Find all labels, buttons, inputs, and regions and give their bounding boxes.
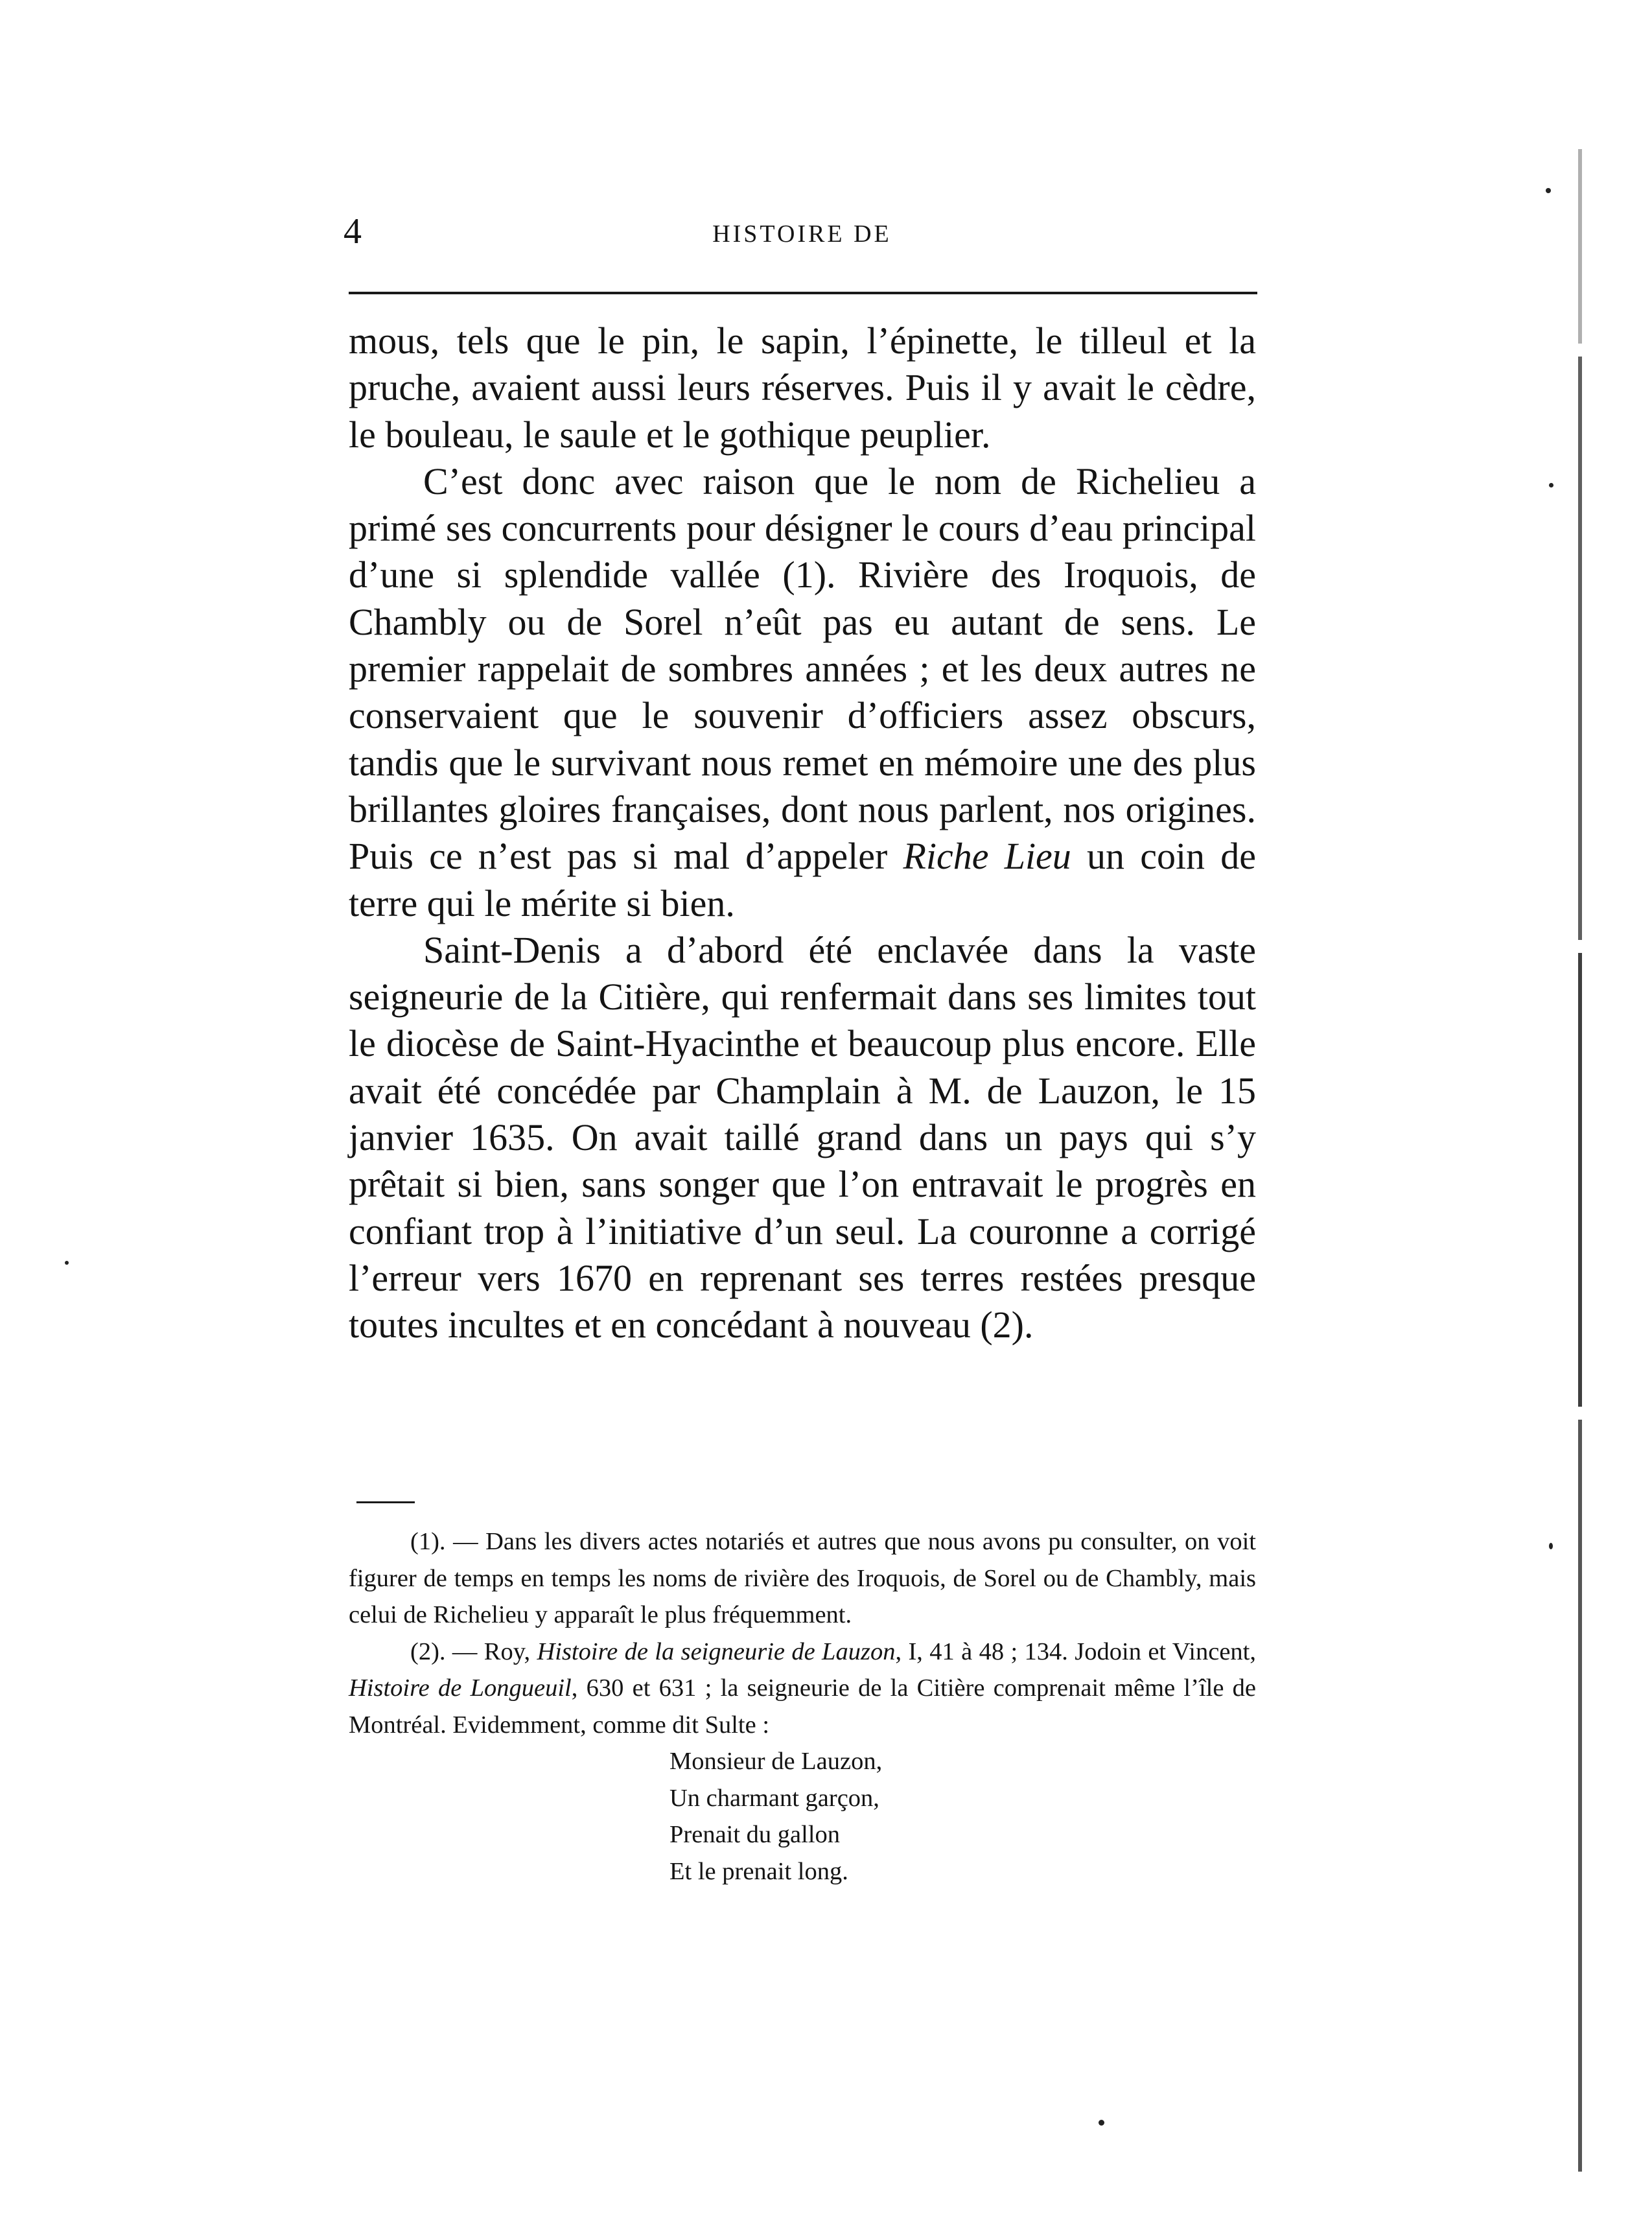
paragraph-2-text-b: un coin de terre qui le mérite si bien. [349, 835, 1256, 924]
body-text [349, 318, 1256, 1349]
paragraph-1: mous, tels que le pin, le sapin, l’épinette, le tilleul et la pruche, avaient aussi leurs réserves. Puis il y avait le cèdre, le bouleau, le saule et le gothique peuplier. [349, 320, 1256, 456]
paragraph-3: Saint-Denis a d’abord été enclavée dans la vaste seigneurie de la Citière, qui renfermait dans ses limites tout le diocèse de Saint-Hyacinthe et beaucoup plus encore. Elle avait été concédée par Champlain à M. de Lauzon, le 15 janvier 1635. On avait taillé grand dans un pays qui s’y prêtait si bien, sans songer que l’on entravait le progrès en confiant trop à l’initiative d’un seul. La couronne a corrigé l’erreur vers 1670 en reprenant ses terres restées presque toutes incultes et en concédant à nouveau (2). [349, 928, 1256, 1346]
scan-speck [1099, 2120, 1104, 2126]
footnote-2-italic-b: Histoire de Longueuil [349, 1674, 572, 1702]
paragraph-2-italic: Riche Lieu [903, 835, 1071, 878]
verse-quote [669, 1743, 1256, 1890]
footnote-2-text-b: , I, 41 à 48 ; 134. Jodoin et Vincent, [895, 1637, 1256, 1665]
footnote-1: (1). — Dans les divers actes notariés et autres que nous avons pu consulter, on voit figurer de temps en temps les noms de rivière des Iroquois, de Sorel ou de Chambly, mais celui de Richelieu y apparaît le plus fréquemment. [349, 1528, 1256, 1628]
page-header [343, 211, 1261, 256]
footnote-rule [356, 1501, 415, 1503]
scan-speck [1549, 483, 1553, 487]
footnote-2-italic-a: Histoire de la seigneurie de Lauzon [537, 1637, 896, 1665]
footnote-2 [349, 1634, 1256, 1744]
header-rule [349, 292, 1257, 294]
footnotes [349, 1523, 1256, 1890]
footnote-2-text-a: (2). — Roy, [410, 1637, 537, 1665]
scan-edge-shadow [1578, 149, 1585, 2172]
verse-line: Prenait du gallon [669, 1821, 841, 1848]
verse-line: Un charmant garçon, [669, 1784, 879, 1812]
running-head: HISTOIRE DE [712, 220, 892, 248]
paragraph-2 [349, 458, 1256, 927]
page-number: 4 [343, 211, 362, 252]
paragraph-2-text-a: C’est donc avec raison que le nom de Richelieu a primé ses concurrents pour désigner le cours d’eau principal d’une si splendide vallée (1). Rivière des Iroquois, de Chambly ou de Sorel n’eût pas eu autant de sens. Le premier rappelait de sombres années ; et les deux autres ne conservaient que le souvenir d’officiers assez obscurs, tandis que le survivant nous remet en mémoire une des plus brillantes gloires françaises, dont nous parlent, nos origines. Puis ce n’est pas si mal d’appeler [349, 460, 1256, 878]
verse-line: Monsieur de Lauzon, [669, 1748, 883, 1775]
scan-speck [1546, 188, 1551, 193]
footnote-2-text-c: , 630 et 631 ; la seigneurie de la Citière comprenait même l’île de Montréal. Evidemment, comme dit Sulte : [349, 1674, 1257, 1739]
scan-speck [65, 1261, 69, 1265]
scan-speck [1549, 1543, 1553, 1549]
verse-line: Et le prenait long. [669, 1857, 848, 1885]
